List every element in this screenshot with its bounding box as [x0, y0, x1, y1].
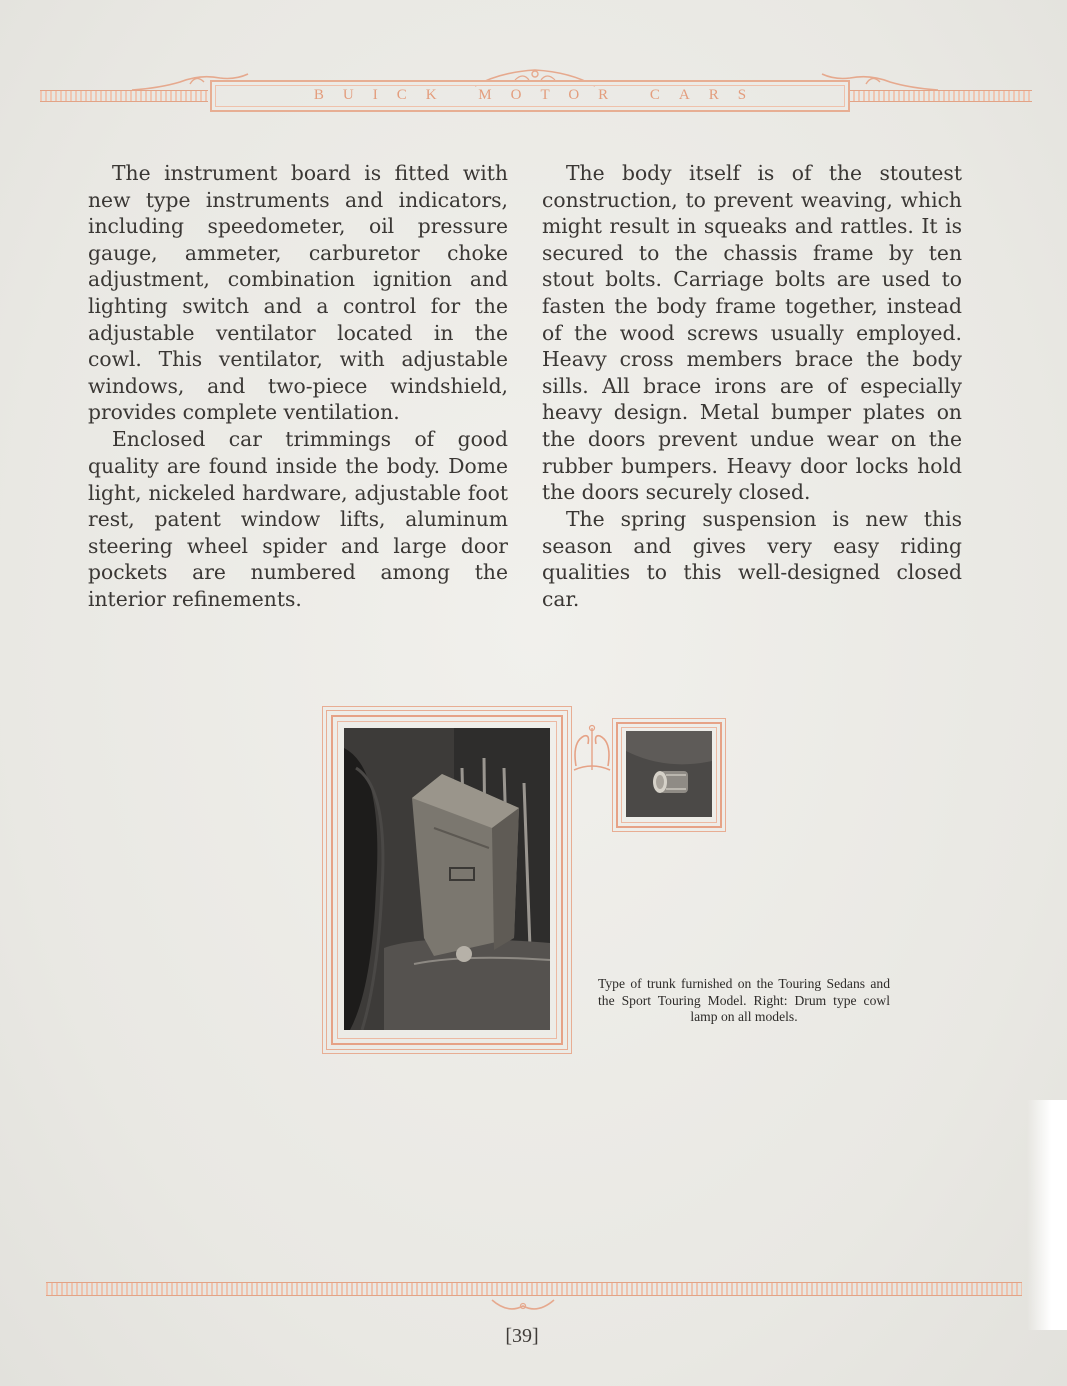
text-column-left: [88, 160, 508, 613]
trunk-photo-illustration: [344, 728, 550, 1030]
text-column-right: [542, 160, 962, 613]
trunk-photo: [344, 728, 550, 1030]
figure-caption: Type of trunk furnished on the Touring Sedans and the Sport Touring Model. Right: Drum type cowl lamp on all models.: [598, 976, 890, 1025]
footer-ornament: [488, 1296, 558, 1316]
paragraph: The instrument board is fitted with new type instruments and indicators, including speedometer, oil pressure gauge, ammeter, carburetor choke adjustment, combination ignition and lighting switch and a control for the adjustable ventilator located in the cowl. This ventilator, with adjustable windows, and two-piece windshield, provides complete ventilation.: [88, 161, 508, 425]
page-number: [39]: [505, 1325, 539, 1347]
page-header: [40, 66, 1032, 114]
lyre-ornament: [570, 722, 614, 776]
header-title-box: [210, 80, 850, 112]
header-title: BUICK MOTOR CARS: [313, 87, 766, 103]
paragraph: The spring suspension is new this season and gives very easy riding qualities to this well-designed closed car.: [542, 507, 962, 611]
lamp-photo-illustration: [626, 731, 712, 817]
footer-rule: [46, 1282, 1022, 1296]
paragraph: Enclosed car trimmings of good quality are found inside the body. Dome light, nickeled hardware, adjustable foot rest, patent window lifts, aluminum steering wheel spider and large door pockets are numbered among the interior refinements.: [88, 427, 508, 611]
lamp-photo: [626, 731, 712, 817]
paragraph: The body itself is of the stoutest construction, to prevent weaving, which might result in squeaks and rattles. It is secured to the chassis frame by ten stout bolts. Carriage bolts are used to fasten the body frame together, instead of the wood screws usually employed. Heavy cross members brace the body sills. All brace irons are of especially heavy design. Metal bumper plates on the doors prevent undue wear on the rubber bumpers. Heavy door locks hold the doors securely closed.: [542, 161, 962, 505]
torn-page-edge: [1027, 1100, 1067, 1330]
